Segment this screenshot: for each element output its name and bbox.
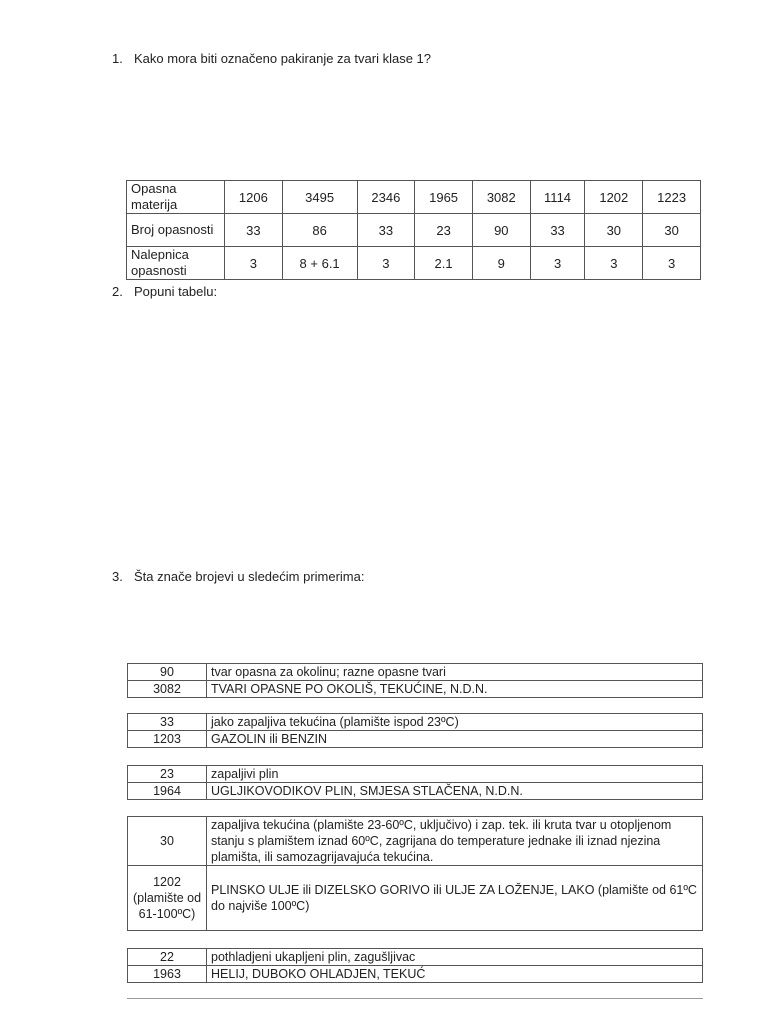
hazard-number: 22 <box>128 949 207 966</box>
example-table <box>127 948 703 983</box>
un-number: 1964 <box>128 783 207 800</box>
table-row <box>128 664 703 681</box>
table-cell: 2346 <box>357 181 415 214</box>
table-cell: 90 <box>472 214 530 247</box>
hazard-number: 23 <box>128 766 207 783</box>
table-cell: 3495 <box>282 181 357 214</box>
hazard-meaning: zapaljivi plin <box>207 766 703 783</box>
hazard-meaning: pothladjeni ukapljeni plin, zagušljivac <box>207 949 703 966</box>
table-cell: 33 <box>530 214 585 247</box>
table-cell: 8 + 6.1 <box>282 247 357 280</box>
table-cell: 3 <box>225 247 283 280</box>
substance-name: GAZOLIN ili BENZIN <box>207 731 703 748</box>
table-row <box>128 866 703 931</box>
question-text: Kako mora biti označeno pakiranje za tvari klase 1? <box>134 51 431 66</box>
row-label: Opasna materija <box>127 181 225 214</box>
table-row <box>128 731 703 748</box>
table-cell: 1206 <box>225 181 283 214</box>
table-cell: 1965 <box>415 181 473 214</box>
table-row <box>127 214 701 247</box>
question-text: Šta znače brojevi u sledećim primerima: <box>134 569 365 584</box>
table-cell: 1114 <box>530 181 585 214</box>
table-cell: 9 <box>472 247 530 280</box>
question-number: 1. <box>112 51 123 66</box>
table-row <box>128 766 703 783</box>
example-table <box>127 663 703 698</box>
table-row <box>127 181 701 214</box>
question-2 <box>112 284 217 299</box>
hazard-number: 90 <box>128 664 207 681</box>
row-label: Nalepnica opasnosti <box>127 247 225 280</box>
table-row <box>128 966 703 983</box>
table-cell: 33 <box>225 214 283 247</box>
hazard-meaning: zapaljiva tekućina (plamište 23-60ºC, uključivo) i zap. tek. ili kruta tvar u otopljenom stanju s plamištem iznad 60ºC, zagrijana do temperature jednake ili iznad njezina plamišta, ili samozagrijavajuća tekućina. <box>207 817 703 866</box>
row-label: Broj opasnosti <box>127 214 225 247</box>
hazard-meaning: tvar opasna za okolinu; razne opasne tvari <box>207 664 703 681</box>
table-row <box>128 817 703 866</box>
hazard-table <box>126 180 701 280</box>
table-cell: 86 <box>282 214 357 247</box>
question-number: 3. <box>112 569 123 584</box>
question-number: 2. <box>112 284 123 299</box>
un-number: 1202 (plamište od 61-100ºC) <box>128 866 207 931</box>
table-row <box>128 714 703 731</box>
question-text: Popuni tabelu: <box>134 284 218 299</box>
hazard-number: 30 <box>128 817 207 866</box>
question-1 <box>112 51 431 66</box>
table-cell: 23 <box>415 214 473 247</box>
divider <box>127 998 703 999</box>
substance-name: UGLJIKOVODIKOV PLIN, SMJESA STLAČENA, N.D.N. <box>207 783 703 800</box>
example-table <box>127 765 703 800</box>
table-cell: 30 <box>585 214 643 247</box>
table-row <box>128 949 703 966</box>
table-row <box>127 247 701 280</box>
un-number: 3082 <box>128 681 207 698</box>
table-cell: 3 <box>357 247 415 280</box>
table-cell: 1202 <box>585 181 643 214</box>
un-number: 1203 <box>128 731 207 748</box>
example-table <box>127 816 703 931</box>
table-cell: 1223 <box>643 181 701 214</box>
table-cell: 3 <box>643 247 701 280</box>
table-cell: 3082 <box>472 181 530 214</box>
example-table <box>127 713 703 748</box>
table-cell: 33 <box>357 214 415 247</box>
table-cell: 2.1 <box>415 247 473 280</box>
hazard-number: 33 <box>128 714 207 731</box>
substance-name: HELIJ, DUBOKO OHLADJEN, TEKUĆ <box>207 966 703 983</box>
table-row <box>128 681 703 698</box>
table-cell: 3 <box>585 247 643 280</box>
hazard-meaning: jako zapaljiva tekućina (plamište ispod 23ºC) <box>207 714 703 731</box>
table-cell: 30 <box>643 214 701 247</box>
table-row <box>128 783 703 800</box>
un-number: 1963 <box>128 966 207 983</box>
substance-name: PLINSKO ULJE ili DIZELSKO GORIVO ili ULJE ZA LOŽENJE, LAKO (plamište od 61ºC do najviše 100ºC) <box>207 866 703 931</box>
table-cell: 3 <box>530 247 585 280</box>
substance-name: TVARI OPASNE PO OKOLIŠ, TEKUĆINE, N.D.N. <box>207 681 703 698</box>
question-3 <box>112 569 364 584</box>
